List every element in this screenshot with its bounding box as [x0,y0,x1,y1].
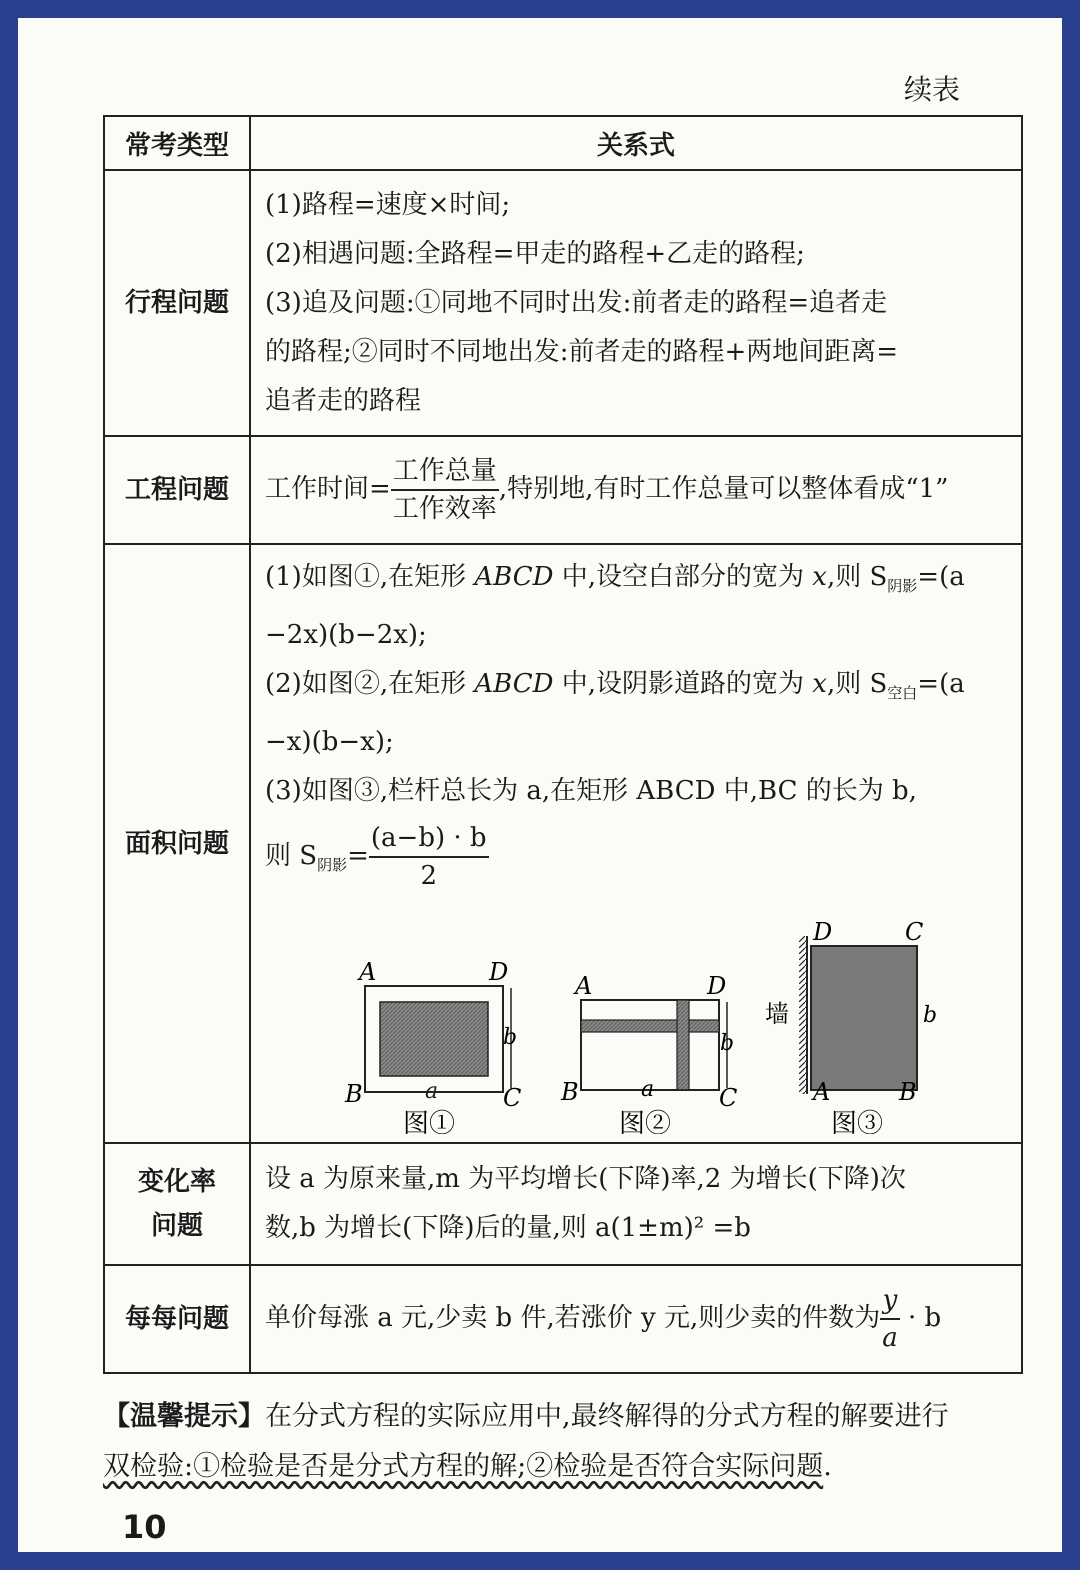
svg-text:a: a [425,1079,439,1105]
travel-line-1: (1)路程=速度×时间; [265,189,511,220]
svg-text:图①: 图① [403,1109,456,1135]
svg-text:C: C [905,918,924,947]
row-each [104,1265,1022,1373]
svg-text:图③: 图③ [831,1109,884,1135]
each-fraction: $\frac{y}{a}$ [880,1282,900,1356]
row-work [104,436,1022,544]
svg-text:墙: 墙 [765,1000,789,1029]
type-area: 面积问题 [104,544,250,1143]
relation-each: 单价每涨 a 元,少卖 b 件,若涨价 y 元,则少卖的件数为 $\frac{y}{a}$ · b [250,1265,1022,1373]
continued-label: 续表 [903,73,960,106]
area-fraction: $\frac{(a-b) \cdot b}{2}$ [369,820,489,894]
table-header-row [104,116,1022,170]
svg-text:A: A [575,972,593,1001]
relations-table [103,115,1023,1374]
row-rate [104,1143,1022,1265]
type-work: 工程问题 [104,436,250,544]
tip-line-1: 在分式方程的实际应用中,最终解得的分式方程的解要进行 [265,1401,949,1432]
tip-head: 【温馨提示】 [103,1401,265,1432]
svg-text:b: b [720,1031,735,1057]
type-travel: 行程问题 [104,170,250,436]
relation-travel [250,170,1022,436]
rate-line-1: 设 a 为原来量,m 为平均增长(下降)率,2 为增长(下降)次 [265,1164,906,1195]
work-numerator: 工作总量 [391,453,499,491]
svg-text:A: A [813,1078,831,1107]
relation-rate [250,1143,1022,1265]
row-travel [104,170,1022,436]
area-figures [265,894,1009,1134]
travel-line-5: 追者走的路程 [265,385,422,416]
figure-2 [560,972,737,1134]
area-line-3: (2)如图②,在矩形 ABCD 中,设阴影道路的宽为 x,则 $S_{空白}=(a$ [265,669,965,703]
warm-tip: 【温馨提示】在分式方程的实际应用中,最终解得的分式方程的解要进行 双检验:①检验是否是分式方程的解;②检验是否符合实际问题. [103,1401,949,1482]
relation-area [250,544,1022,1143]
area-line-5: (3)如图③,栏杆总长为 a,在矩形 ABCD 中,BC 的长为 b, [265,776,917,807]
work-lhs: 工作时间= [265,474,391,504]
travel-line-4: 的路程;②同时不同地出发:前者走的路程+两地间距离= [265,336,899,367]
svg-text:b: b [503,1025,518,1051]
svg-text:B: B [345,1080,363,1109]
svg-text:D: D [707,972,727,1001]
work-denominator: 工作效率 [392,494,497,524]
figure-3 [765,918,937,1134]
work-fraction [391,453,499,527]
figures-svg [265,894,1045,1134]
svg-text:D: D [489,958,509,987]
rate-line-2: 数,b 为增长(下降)后的量,则 a(1±m)² =b [265,1213,751,1244]
type-each: 每每问题 [104,1265,250,1373]
type-rate: 变化率 问题 [104,1143,250,1265]
svg-text:b: b [923,1003,938,1029]
tip-line-2: 双检验:①检验是否是分式方程的解;②检验是否符合实际问题 [103,1451,824,1482]
area-line-2: −2x)(b−2x); [265,620,427,651]
svg-text:D: D [813,918,833,947]
area-line-1: (1)如图①,在矩形 ABCD 中,设空白部分的宽为 x,则 $S_{阴影}=(a$ [265,562,965,596]
area-line-4: −x)(b−x); [265,727,394,758]
page-number: 10 [122,1508,167,1546]
svg-text:B: B [899,1078,917,1107]
header-type: 常考类型 [104,116,250,170]
svg-text:C: C [503,1084,522,1113]
row-area [104,544,1022,1143]
header-relation: 关系式 [250,116,1022,170]
travel-line-2: (2)相遇问题:全路程=甲走的路程+乙走的路程; [265,238,805,269]
svg-text:A: A [359,958,377,987]
relation-work [250,436,1022,544]
svg-text:C: C [719,1084,738,1113]
svg-text:图②: 图② [619,1109,672,1135]
work-rest: ,特别地,有时工作总量可以整体看成“1” [498,474,949,504]
svg-text:B: B [561,1078,579,1107]
each-text: 单价每涨 a 元,少卖 b 件,若涨价 y 元,则少卖的件数为 [265,1303,881,1334]
travel-line-3: (3)追及问题:①同地不同时出发:前者走的路程=追者走 [265,287,888,318]
svg-text:a: a [641,1077,655,1103]
area-line-6: 则 $S_{阴影}=$ $\frac{(a-b) \cdot b}{2}$ [265,820,1009,894]
figure-1 [344,958,521,1134]
